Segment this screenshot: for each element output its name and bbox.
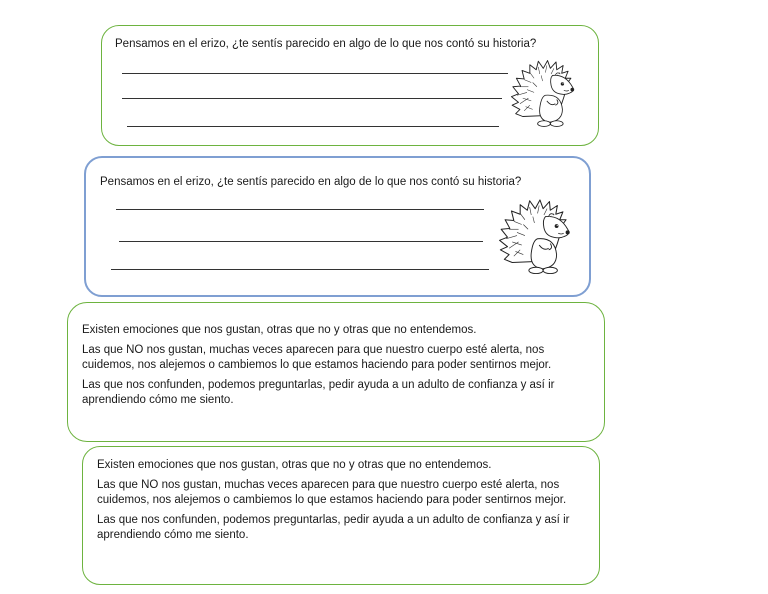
paragraph-2: Las que NO nos gustan, muchas veces aparecen para que nuestro cuerpo esté alerta, nos cuidemos, nos alejemos o cambiemos lo que estamos haciendo para poder sentirnos mejor. — [97, 478, 567, 506]
question-card-1 — [101, 25, 599, 146]
answer-line-2[interactable] — [119, 241, 483, 242]
answer-line-1[interactable] — [116, 209, 484, 210]
paragraph-1: Existen emociones que nos gustan, otras que no y otras que no entendemos. — [82, 324, 477, 336]
question-text: Pensamos en el erizo, ¿te sentís parecido en algo de lo que nos contó su historia? — [115, 38, 537, 50]
answer-line-2[interactable] — [122, 98, 502, 99]
paragraph-3: Las que nos confunden, podemos preguntarlas, pedir ayuda a un adulto de confianza y así ir aprendiendo cómo me siento. — [97, 513, 570, 541]
question-card-2 — [84, 156, 591, 297]
info-text — [97, 458, 579, 548]
info-card-1 — [67, 302, 605, 442]
paragraph-1: Existen emociones que nos gustan, otras que no y otras que no entendemos. — [97, 459, 492, 471]
hedgehog-icon — [498, 188, 574, 280]
answer-line-3[interactable] — [127, 126, 499, 127]
info-text — [82, 323, 594, 413]
info-card-2 — [82, 446, 600, 585]
question-text: Pensamos en el erizo, ¿te sentís parecido en algo de lo que nos contó su historia? — [100, 176, 522, 188]
hedgehog-icon — [510, 48, 578, 134]
paragraph-3: Las que nos confunden, podemos preguntarlas, pedir ayuda a un adulto de confianza y así ir aprendiendo cómo me siento. — [82, 378, 555, 406]
answer-line-3[interactable] — [111, 269, 489, 270]
paragraph-2: Las que NO nos gustan, muchas veces aparecen para que nuestro cuerpo esté alerta, nos cuidemos, nos alejemos o cambiemos lo que estamos haciendo para poder sentirnos mejor. — [82, 343, 552, 371]
answer-line-1[interactable] — [122, 73, 508, 74]
